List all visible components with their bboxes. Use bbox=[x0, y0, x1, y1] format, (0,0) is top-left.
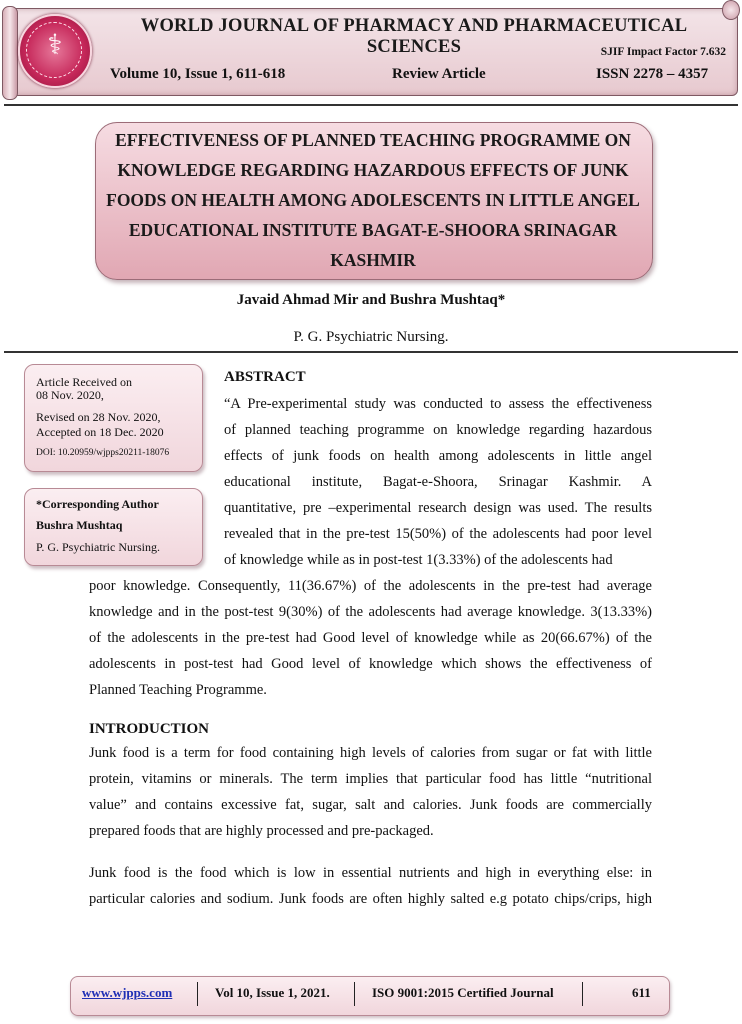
section-divider bbox=[4, 351, 738, 353]
intro-line: Junk food is the food which is low in essential nutrients and high in everything else: in bbox=[89, 865, 652, 881]
received-label: Article Received on bbox=[36, 375, 132, 389]
abstract-line: poor knowledge. Consequently, 11(36.67%) of the adolescents in the pre-test had average bbox=[89, 578, 652, 594]
abstract-line: of planned teaching programme on knowledge regarding hazardous bbox=[224, 422, 652, 438]
affiliation: P. G. Psychiatric Nursing. bbox=[293, 329, 449, 345]
introduction-heading: INTRODUCTION bbox=[89, 721, 210, 737]
abstract-line: of the adolescents in the pre-test had Good level of knowledge while as 20(66.67%) of the bbox=[89, 630, 652, 646]
abstract-line: Planned Teaching Programme. bbox=[89, 682, 267, 698]
page-number: 611 bbox=[632, 985, 651, 1000]
intro-line: prepared foods that are highly processed and pre-packaged. bbox=[89, 823, 434, 839]
abstract-line: quantitative, pre –experimental research design was used. The results bbox=[224, 500, 652, 516]
title-line: FOODS ON HEALTH AMONG ADOLESCENTS IN LITTLE ANGEL bbox=[106, 190, 640, 210]
abstract-line: effects of junk foods on health among adolescents in little angel bbox=[224, 448, 652, 464]
article-type: Review Article bbox=[392, 66, 486, 82]
abstract-heading: ABSTRACT bbox=[224, 369, 306, 385]
title-line: KNOWLEDGE REGARDING HAZARDOUS EFFECTS OF JUNK bbox=[117, 160, 629, 180]
title-line: EFFECTIVENESS OF PLANNED TEACHING PROGRAMME ON bbox=[115, 130, 631, 150]
corresponding-label: *Corresponding Author bbox=[36, 497, 159, 511]
abstract-line: revealed that in the pre-test 15(50%) of the adolescents had poor level bbox=[224, 526, 652, 542]
abstract-line: “A Pre-experimental study was conducted to assess the effectiveness bbox=[224, 396, 652, 412]
intro-line: Junk food is a term for food containing high levels of calories from sugar or fat with little bbox=[89, 745, 652, 761]
footer-divider bbox=[582, 982, 583, 1006]
impact-factor: SJIF Impact Factor 7.632 bbox=[600, 46, 726, 58]
title-line: KASHMIR bbox=[330, 250, 416, 270]
issn: ISSN 2278 – 4357 bbox=[596, 66, 709, 82]
journal-name: WORLD JOURNAL OF PHARMACY AND PHARMACEUTICAL SCIENCES bbox=[140, 16, 688, 57]
footer-certification: ISO 9001:2015 Certified Journal bbox=[372, 985, 554, 1000]
abstract-line: adolescents in post-test had Good level of knowledge which shows the effectiveness of bbox=[89, 656, 652, 672]
volume-info: Volume 10, Issue 1, 611-618 bbox=[110, 66, 286, 82]
footer-volume: Vol 10, Issue 1, 2021. bbox=[215, 985, 330, 1000]
header-divider bbox=[4, 104, 738, 106]
abstract-line: educational institute, Bagat-e-Shoora, Srinagar Kashmir. A bbox=[224, 474, 652, 490]
intro-line: protein, vitamins or minerals. The term implies that particular food has little “nutritional bbox=[89, 771, 652, 787]
corresponding-affiliation: P. G. Psychiatric Nursing. bbox=[36, 540, 160, 554]
abstract-line: knowledge and in the post-test 9(30%) of the adolescents had average knowledge. 3(13.33%) bbox=[89, 604, 652, 620]
intro-line: value” and contains excessive fat, sugar, salt and calories. Junk foods are commercially bbox=[89, 797, 652, 813]
accepted-date: Accepted on 18 Dec. 2020 bbox=[36, 425, 164, 439]
footer-divider bbox=[197, 982, 198, 1006]
scroll-curl-left bbox=[2, 6, 18, 100]
authors: Javaid Ahmad Mir and Bushra Mushtaq* bbox=[236, 292, 506, 308]
abstract-line: of knowledge while as in post-test 1(3.33%) of the adolescents had bbox=[224, 552, 613, 568]
footer-divider bbox=[354, 982, 355, 1006]
caduceus-icon: ⚕ bbox=[47, 28, 63, 61]
received-date: 08 Nov. 2020, bbox=[36, 388, 104, 402]
website-link[interactable]: www.wjpps.com bbox=[82, 985, 173, 1000]
corresponding-name: Bushra Mushtaq bbox=[36, 518, 123, 532]
title-line: EDUCATIONAL INSTITUTE BAGAT-E-SHOORA SRINAGAR bbox=[128, 220, 618, 240]
doi: DOI: 10.20959/wjpps20211-18076 bbox=[36, 448, 170, 458]
intro-line: particular calories and sodium. Junk foods are often highly salted e.g potato chips/crips, high bbox=[89, 891, 652, 907]
revised-date: Revised on 28 Nov. 2020, bbox=[36, 410, 161, 424]
